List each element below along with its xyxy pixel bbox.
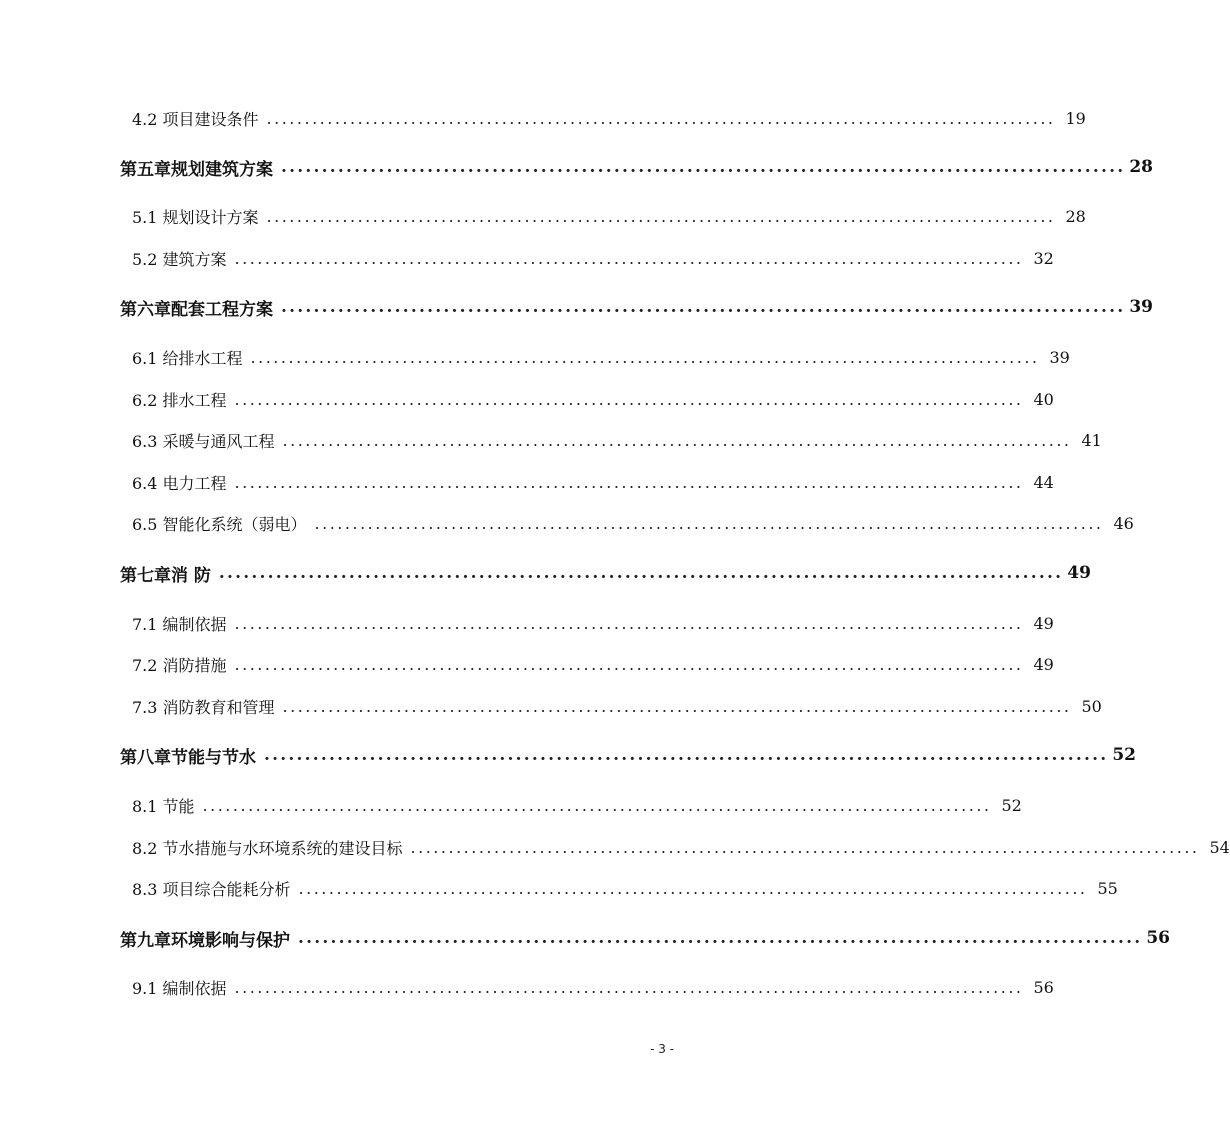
dot-leader: ........................................................................................................ [314, 513, 1104, 533]
toc-page-number: 44 [1033, 472, 1054, 492]
toc-page-number: 39 [1049, 347, 1070, 367]
toc-page-number: 54 [1209, 837, 1230, 857]
toc-section-label: 7.1 编制依据 [132, 614, 227, 634]
toc-chapter-number: 第八章 [120, 747, 171, 768]
toc-section-label: 5.1 规划设计方案 [132, 207, 259, 227]
toc-section-row[interactable] [132, 609, 1054, 637]
toc-page-number: 56 [1146, 928, 1170, 948]
toc-chapter-row[interactable] [120, 559, 1091, 587]
toc-page-number: 32 [1033, 248, 1054, 268]
dot-leader: ........................................................................................................ [266, 206, 1056, 226]
toc-chapter-title: 规划建筑方案 [171, 159, 273, 180]
dot-leader: ........................................................................................................ [234, 654, 1024, 674]
toc-section-row[interactable] [132, 650, 1054, 678]
dot-leader: ........................................................................................................ [282, 430, 1072, 450]
toc-page-number: 46 [1113, 513, 1134, 533]
toc-section-row[interactable] [132, 426, 1102, 454]
toc-section-label: 6.3 采暖与通风工程 [132, 431, 275, 451]
toc-section-label: 8.2 节水措施与水环境系统的建设目标 [132, 838, 403, 858]
toc-section-label: 6.1 给排水工程 [132, 348, 243, 368]
dot-leader: ........................................................................................................ [266, 108, 1056, 128]
dot-leader: ........................................................................................................ [264, 745, 1109, 765]
toc-chapter-row[interactable] [120, 293, 1153, 321]
toc-chapter-title: 节能与节水 [171, 747, 256, 768]
toc-page-number: 28 [1065, 206, 1086, 226]
toc-chapter-title: 消 防 [171, 565, 211, 586]
toc-section-row[interactable] [132, 244, 1054, 272]
toc-section-row[interactable] [132, 202, 1086, 230]
toc-section-row[interactable] [132, 468, 1054, 496]
toc-section-row[interactable] [132, 343, 1070, 371]
toc-chapter-number: 第七章 [120, 565, 171, 586]
toc-chapter-row[interactable] [120, 153, 1153, 181]
dot-leader: ........................................................................................................ [234, 472, 1024, 492]
toc-chapter-number: 第五章 [120, 159, 171, 180]
toc-page-number: 55 [1097, 878, 1118, 898]
toc-chapter-number: 第六章 [120, 299, 171, 320]
toc-section-label: 7.2 消防措施 [132, 655, 227, 675]
toc-page-number: 49 [1067, 563, 1091, 583]
toc-page-number: 40 [1033, 389, 1054, 409]
dot-leader: ........................................................................................................ [281, 297, 1126, 317]
toc-page-number: 28 [1129, 157, 1153, 177]
toc-chapter-row[interactable] [120, 924, 1170, 952]
toc-section-label: 7.3 消防教育和管理 [132, 697, 275, 717]
toc-page-number: 49 [1033, 613, 1054, 633]
toc-page-number: 41 [1081, 430, 1102, 450]
toc-chapter-row[interactable] [120, 741, 1136, 769]
toc-page-number: 49 [1033, 654, 1054, 674]
dot-leader: ........................................................................................................ [298, 928, 1143, 948]
toc-page-number: 52 [1001, 795, 1022, 815]
toc-section-row[interactable] [132, 973, 1054, 1001]
dot-leader: ........................................................................................................ [234, 977, 1024, 997]
toc-section-row[interactable] [132, 509, 1134, 537]
toc-chapter-number: 第九章 [120, 930, 171, 951]
dot-leader: ........................................................................................................ [234, 389, 1024, 409]
dot-leader: ........................................................................................................ [234, 248, 1024, 268]
dot-leader: ........................................................................................................ [298, 878, 1088, 898]
dot-leader: ........................................................................................................ [234, 613, 1024, 633]
toc-page-number: 52 [1112, 745, 1136, 765]
dot-leader: ........................................................................................................ [281, 157, 1126, 177]
toc-section-row[interactable] [132, 385, 1054, 413]
toc-page-number: 39 [1129, 297, 1153, 317]
toc-page-number: 56 [1033, 977, 1054, 997]
toc-section-row[interactable] [132, 874, 1118, 902]
toc-section-row[interactable] [132, 104, 1086, 132]
toc-page-number: 50 [1081, 696, 1102, 716]
footer-page-number: - 3 - [650, 1042, 674, 1056]
toc-page-number: 19 [1065, 108, 1086, 128]
toc-section-label: 5.2 建筑方案 [132, 249, 227, 269]
dot-leader: ........................................................................................................ [282, 696, 1072, 716]
dot-leader: ........................................................................................................ [410, 837, 1200, 857]
toc-section-row[interactable] [132, 791, 1022, 819]
toc-section-label: 8.3 项目综合能耗分析 [132, 879, 291, 899]
dot-leader: ........................................................................................................ [250, 347, 1040, 367]
toc-section-label: 8.1 节能 [132, 796, 195, 816]
toc-section-label: 9.1 编制依据 [132, 978, 227, 998]
dot-leader: ........................................................................................................ [202, 795, 992, 815]
toc-section-label: 6.4 电力工程 [132, 473, 227, 493]
toc-section-row[interactable] [132, 692, 1102, 720]
toc-section-label: 6.2 排水工程 [132, 390, 227, 410]
toc-section-row[interactable] [132, 833, 1230, 861]
toc-chapter-title: 配套工程方案 [171, 299, 273, 320]
toc-section-label: 4.2 项目建设条件 [132, 109, 259, 129]
toc-section-label: 6.5 智能化系统（弱电） [132, 514, 307, 534]
dot-leader: ........................................................................................................ [218, 563, 1064, 583]
toc-chapter-title: 环境影响与保护 [171, 930, 290, 951]
